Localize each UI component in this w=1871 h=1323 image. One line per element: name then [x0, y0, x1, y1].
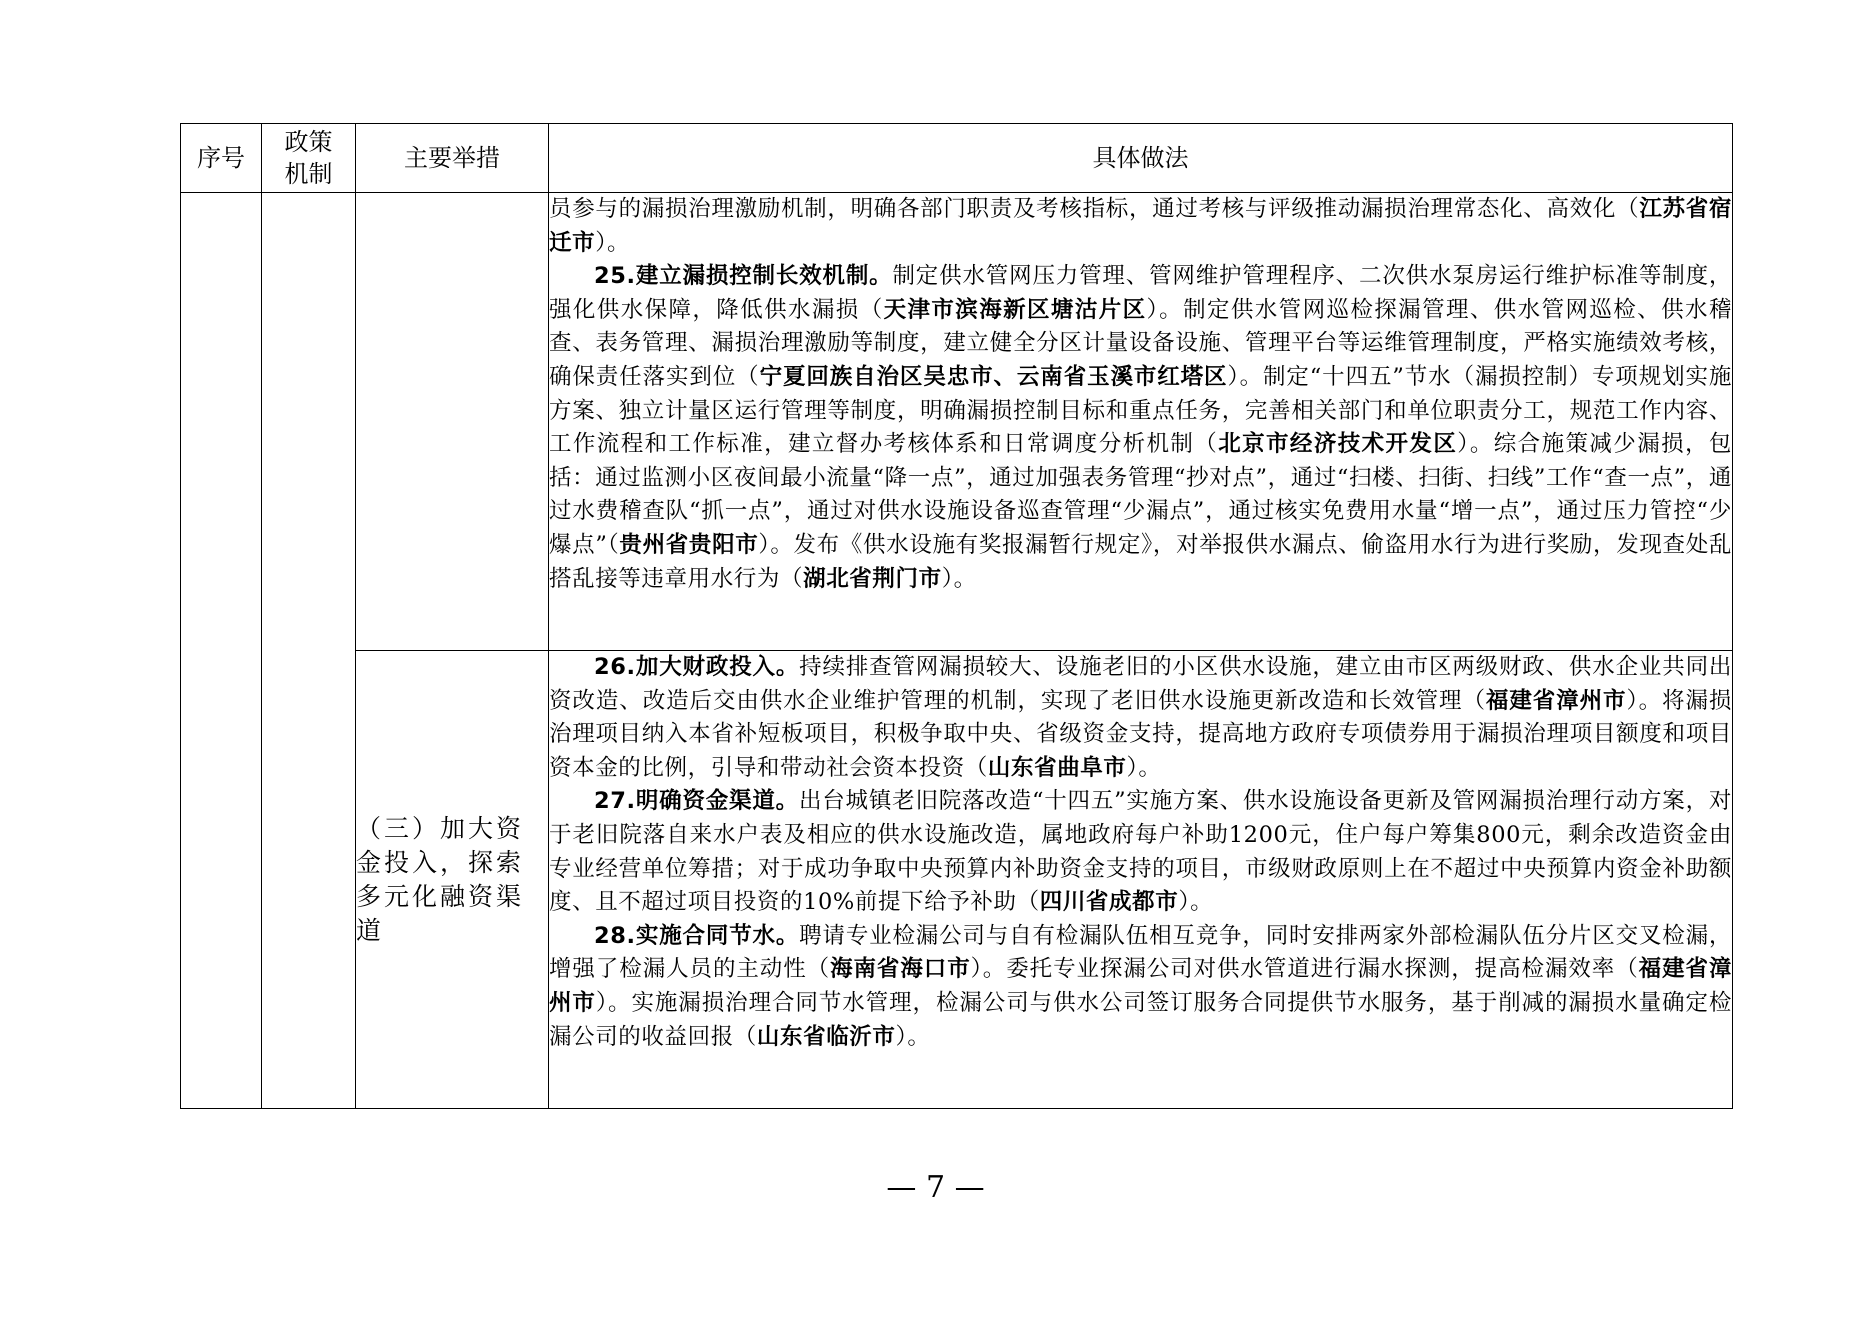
header-policy-line1: 政策	[284, 128, 333, 156]
header-index: 序号	[181, 124, 262, 193]
policy-cell	[262, 193, 356, 1109]
body-text: 制定供水管网压力管理、管网维护管理程序、二次供水泵房运行维护标准等制度，强化供水保障，降低供水漏损（	[549, 263, 1732, 323]
bold-text: 北京市经济技术开发区	[1218, 431, 1458, 458]
body-text: ）。	[1126, 754, 1162, 781]
body-text: 出台城镇老旧院落改造“十四五”实施方案、供水设施设备更新及管网漏损治理行动方案，对于老旧院落自来水户表及相应的供水设施改造，属地政府每户补助1200元，住户每户筹集800元，剩余改造资金由专业经营单位筹措；对于成功争取中央预算内补助资金支持的项目，市级财政原则上在不超过中央预算内资金补助额度、且不超过项目投资的10%前提下给予补助（	[549, 788, 1733, 916]
body-text: ）。	[895, 1023, 931, 1050]
bold-text: 天津市滨海新区塘沽片区	[883, 296, 1147, 323]
body-text: 聘请专业检漏公司与自有检漏队伍相互竞争，同时安排两家外部检漏队伍分片区交叉检漏，增强了检漏人员的主动性（	[549, 922, 1732, 983]
bold-text: 福建省漳州市	[549, 956, 1733, 1016]
header-policy-line2: 机制	[284, 160, 333, 188]
page-number: — 7 —	[886, 1170, 985, 1205]
header-policy	[262, 124, 356, 193]
body-text: ）。实施漏损治理合同节水管理，检漏公司与供水公司签订服务合同提供节水服务，基于削减的漏损水量确定检漏公司的收益回报（	[549, 989, 1733, 1050]
bold-text: 江苏省宿迁市	[549, 196, 1733, 256]
table-row	[181, 193, 1733, 651]
paragraph	[549, 785, 1732, 919]
body-text: ）。	[1178, 889, 1214, 916]
body-text: ）。委托专业探漏公司对供水管道进行漏水探测，提高检漏效率（	[970, 956, 1639, 983]
header-measure: 主要举措	[356, 124, 549, 193]
paragraph	[549, 260, 1732, 596]
body-text: ）。	[941, 565, 977, 592]
measure-cell: （三）加大资金投入，探索多元化融资渠道	[356, 651, 549, 1109]
body-text: ）。制定“十四五”节水（漏损控制）专项规划实施方案、独立计量区运行管理等制度，明确漏损控制目标和重点任务，完善相关部门和单位职责分工，规范工作内容、工作流程和工作标准，建立督办考核体系和日常调度分析机制（	[549, 363, 1732, 458]
body-text: 持续排查管网漏损较大、设施老旧的小区供水设施，建立由市区两级财政、供水企业共同出资改造、改造后交由供水企业维护管理的机制，实现了老旧供水设施更新改造和长效管理（	[549, 654, 1732, 714]
bold-text: 27.明确资金渠道。	[594, 788, 799, 815]
bold-text: 宁夏回族自治区吴忠市、云南省玉溪市红塔区	[759, 363, 1228, 390]
body-text: ）。将漏损治理项目纳入本省补短板项目，积极争取中央、省级资金支持，提高地方政府专项债券用于漏损治理项目额度和项目资本金的比例，引导和带动社会资本投资（	[549, 687, 1732, 781]
bold-text: 山东省临沂市	[756, 1023, 896, 1050]
measure-cell-empty	[356, 193, 549, 651]
bold-text: 26.加大财政投入。	[594, 654, 800, 680]
bold-text: 湖北省荆门市	[803, 565, 942, 592]
index-cell	[181, 193, 262, 1109]
table-row	[181, 651, 1733, 1109]
practice-cell-1	[549, 193, 1733, 651]
practice-cell-2	[549, 651, 1733, 1109]
policy-table	[180, 123, 1733, 1109]
bold-text: 25.建立漏损控制长效机制。	[594, 263, 893, 290]
table-header-row	[181, 124, 1733, 193]
bold-text: 贵州省贵阳市	[619, 531, 759, 558]
header-practice: 具体做法	[549, 124, 1733, 193]
bold-text: 海南省海口市	[830, 956, 971, 983]
bold-text: 四川省成都市	[1039, 889, 1179, 916]
paragraph	[549, 920, 1732, 1054]
body-text: ）。发布《供水设施有奖报漏暂行规定》，对举报供水漏点、偷盗用水行为进行奖励，发现查处乱搭乱接等违章用水行为（	[549, 531, 1732, 592]
body-text: 员参与的漏损治理激励机制，明确各部门职责及考核指标，通过考核与评级推动漏损治理常态化、高效化（	[549, 196, 1640, 222]
body-text: ）。	[595, 229, 631, 256]
paragraph	[549, 193, 1732, 260]
bold-text: 福建省漳州市	[1485, 687, 1627, 714]
body-text: ）。综合施策减少漏损，包括：通过监测小区夜间最小流量“降一点”，通过加强表务管理“抄对点”，通过“扫楼、扫街、扫线”工作“查一点”，通过水费稽查队“抓一点”，通过对供水设施设备巡查管理“少漏点”，通过核实免费用水量“增一点”，通过压力管控“少爆点”（	[549, 431, 1732, 558]
body-text: ）。制定供水管网巡检探漏管理、供水管网巡检、供水稽查、表务管理、漏损治理激励等制度，建立健全分区计量设备设施、管理平台等运维管理制度，严格实施绩效考核，确保责任落实到位（	[549, 296, 1732, 390]
paragraph	[549, 651, 1732, 785]
bold-text: 山东省曲阜市	[987, 754, 1127, 781]
bold-text: 28.实施合同节水。	[594, 922, 800, 949]
